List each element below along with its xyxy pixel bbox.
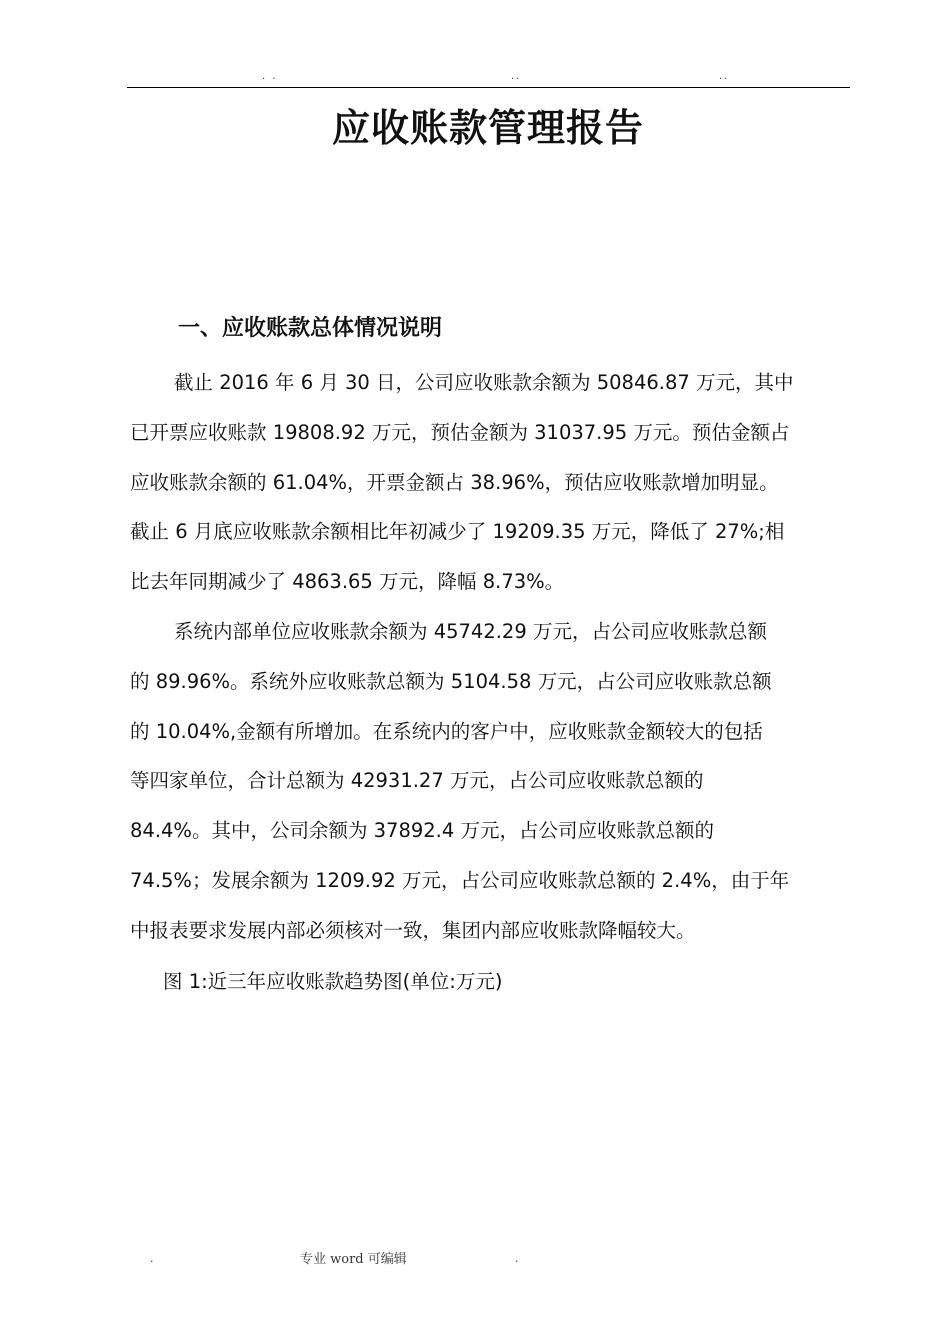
header-dot-center: .. <box>511 71 522 82</box>
paragraph-line: 截止 6 月底应收账款余额相比年初减少了 19209.35 万元，降低了 27%;相 <box>130 520 785 544</box>
paragraph-line: 74.5%；发展余额为 1209.92 万元，占公司应收账款总额的 2.4%，由于年 <box>130 868 790 892</box>
header-dot-right: .. <box>719 71 730 82</box>
paragraph-line: 等四家单位，合计总额为 42931.27 万元，占公司应收账款总额的 <box>130 769 704 793</box>
section-heading: 一、应收账款总体情况说明 <box>178 316 443 341</box>
footer-dot-left: . <box>150 1252 154 1265</box>
paragraph-line: 应收账款余额的 61.04%，开票金额占 38.96%，预估应收账款增加明显。 <box>130 470 779 494</box>
paragraph-line: 中报表要求发展内部必须核对一致，集团内部应收账款降幅较大。 <box>130 918 696 942</box>
paragraph-line: 截止 2016 年 6 月 30 日，公司应收账款余额为 50846.87 万元，其中 <box>174 371 794 394</box>
paragraph-summary <box>130 358 852 607</box>
paragraph-line: 已开票应收账款 19808.92 万元，预估金额为 31037.95 万元。预估金额占 <box>130 420 790 444</box>
figure-caption: 图 1:近三年应收账款趋势图(单位:万元) <box>163 970 503 993</box>
footer-text: 专业 word 可编辑 <box>300 1252 407 1267</box>
paragraph-line: 的 10.04%,金额有所增加。在系统内的客户中，应收账款金额较大的包括 <box>130 719 763 743</box>
header-rule <box>127 87 850 88</box>
page-footer <box>0 1248 950 1268</box>
footer-dot-right: . <box>515 1252 519 1265</box>
document-title: 应收账款管理报告 <box>331 106 644 150</box>
page-header <box>0 72 950 86</box>
paragraph-line: 的 89.96%。系统外应收账款总额为 5104.58 万元，占公司应收账款总额 <box>130 669 772 693</box>
paragraph-line: 系统内部单位应收账款余额为 45742.29 万元，占公司应收账款总额 <box>174 620 767 643</box>
header-dot-left: . . <box>262 71 278 82</box>
paragraph-line: 比去年同期减少了 4863.65 万元，降幅 8.73%。 <box>130 570 565 594</box>
paragraph-line: 84.4%。其中，公司余额为 37892.4 万元，占公司应收账款总额的 <box>130 819 714 843</box>
paragraph-internal-units <box>130 607 852 956</box>
